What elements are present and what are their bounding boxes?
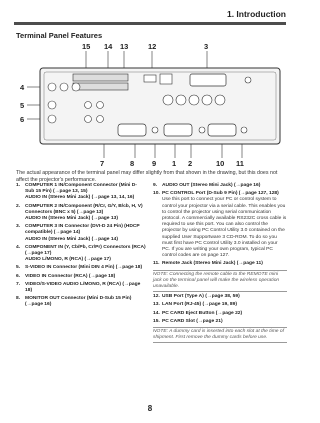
list-item [153,302,287,308]
callout-3: 3 [204,42,209,51]
item-title: COMPUTER 1 IN/Component Connector (Mini D-Sub 15 Pin) (→page 13, 15) [25,183,137,195]
item-title: Remote Jack (Stereo Mini Jack) (→page 11) [162,261,263,267]
list-item [153,183,287,189]
list-item [153,319,287,325]
note-dummy-card: NOTE: A dummy card is inserted into each slot at the time of shipment. First remove the dummy cards before use. [153,327,287,343]
list-item [16,274,146,280]
list-item [16,265,146,271]
left-column [16,183,146,311]
item-number: 9. [153,183,158,188]
item-number: 7. [16,281,21,287]
item-title: S-VIDEO IN Connector (Mini DIN 4 Pin) (→page 18) [25,265,143,271]
callout-1: 1 [172,159,177,168]
note-remote: NOTE: Connecting the remote cable to the REMOTE mini jack on the terminal panel will make the wireless operation unavailable. [153,270,287,293]
callout-9: 9 [152,159,157,168]
callout-13: 13 [120,42,129,51]
callout-4: 4 [20,83,25,92]
item-sub: AUDIO IN (Stereo Mini Jack) (→page 13) [25,216,118,222]
page-number: 8 [147,404,153,413]
list-item [153,191,287,259]
item-sub: AUDIO IN (Stereo Mini Jack) (→page 14) [25,236,118,242]
list-item [16,282,146,294]
item-number: 5. [16,265,21,271]
item-title: VIDEO IN Connector (RCA) (→page 18) [25,273,116,279]
diagram-caption: The actual appearance of the terminal panel may differ slightly from that shown in the drawing, but this does not affect the projector's performance. [16,170,278,183]
list-item [153,311,287,317]
callout-10: 10 [216,159,225,168]
item-title: USB Port (Type A) (→page 38, 59) [162,294,240,300]
item-sub: AUDIO L/MONO, R (RCA) (→page 17) [25,257,111,263]
item-number: 10. [153,191,160,197]
item-description: Use this port to connect your PC or control system to control your projector via a serial cable. This enables you to control the projector using serial communication protocol. A commercially available RS232C cross cable is required to use this port. You can also control the projector by using PC Control Utility 3.0 contained on the supplied User Supportware 3 CD-ROM. To do so you must first have PC Control Utility 3.0 installed on your PC. If you are writing your own program, typical PC control codes are on page 127. [162,197,287,259]
item-title: AUDIO OUT (Stereo Mini Jack) (→page 16) [162,183,261,188]
list-item [153,294,287,300]
list-item [16,296,146,308]
right-column [153,183,287,345]
item-number: 1. [16,183,21,188]
callout-12: 12 [148,42,157,51]
list-item [16,183,146,202]
item-title: COMPUTER 2 IN/Component (R/Cr, G/Y, B/cb, H, V) Connectors (BNC x 5) (→page 13) [25,203,143,215]
item-number: 11. [153,261,160,267]
header-rule [14,22,286,25]
item-sub: AUDIO IN (Stereo Mini Jack) (→page 13, 14, 16) [25,195,135,201]
list-item [16,224,146,243]
item-title: COMPONENT IN (Y, Cb/Pb, Cr/Pr) Connectors (RCA) (→page 17) [25,244,146,257]
item-title: COMPUTER 3 IN Connector (DVI-D 24 Pin) (HDCP compatible) (→page 14) [25,224,140,236]
callout-7: 7 [100,159,105,168]
callout-6: 6 [20,115,25,124]
item-number: 3. [16,224,21,230]
item-number: 13. [153,302,160,308]
section-title: Terminal Panel Features [16,31,103,40]
item-number: 12. [153,294,160,300]
item-number: 6. [16,273,21,279]
item-title: VIDEO/S-VIDEO AUDIO L/MONO, R (RCA) (→page 18) [25,281,141,294]
item-title: PC CONTROL Port (D-Sub 9 Pin) (→page 127, 128) [162,191,279,197]
terminal-panel-diagram [18,40,282,168]
item-title: MONITOR OUT Connector (Mini D-Sub 15 Pin) (→page 16) [25,296,132,308]
callout-2: 2 [188,159,193,168]
item-number: 14. [153,310,160,316]
callout-11: 11 [236,159,244,168]
item-title: PC CARD Slot (→page 21) [162,318,223,324]
chapter-title: 1. Introduction [226,9,286,19]
list-item [153,261,287,267]
item-title: LAN Port (RJ-45) (→page 19, 89) [162,302,238,308]
callout-8: 8 [130,159,135,168]
list-item [16,204,146,223]
callout-14: 14 [104,42,113,51]
item-number: 2. [16,203,21,209]
item-number: 8. [16,296,21,302]
list-item [16,245,146,264]
item-number: 15. [153,318,160,324]
item-number: 4. [16,244,21,250]
callout-5: 5 [20,101,25,110]
callout-15: 15 [82,42,91,51]
item-title: PC CARD Eject Button (→page 22) [162,310,243,316]
